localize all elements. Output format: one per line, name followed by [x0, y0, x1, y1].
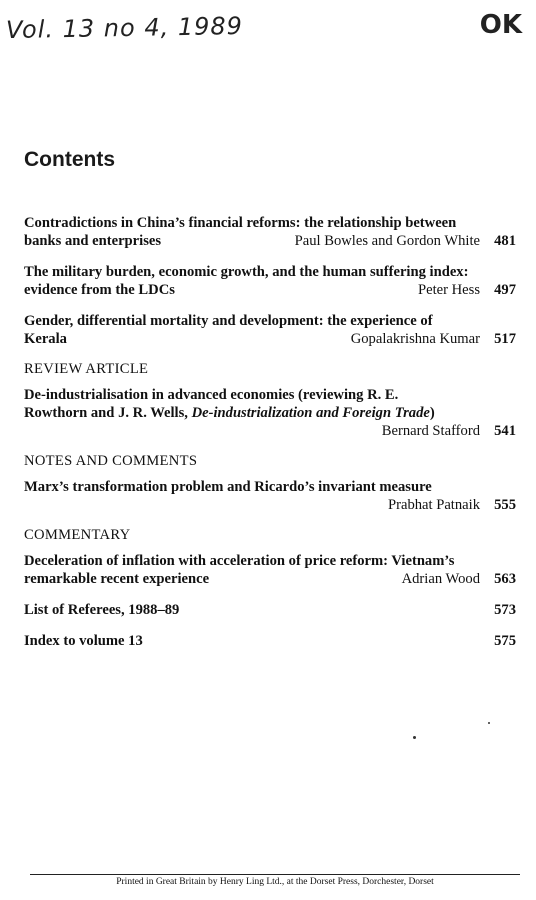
toc-entry-marx: [24, 478, 516, 514]
toc-entry-kerala: [24, 312, 516, 348]
entry-author: Paul Bowles and Gordon White: [294, 233, 480, 249]
entry-title-line: Contradictions in China’s financial reforms: the relationship between: [24, 215, 457, 231]
entry-title-line: banks and enterprises: [24, 233, 162, 249]
entry-title-line: De-industrialisation in advanced economies (reviewing R. E.: [24, 387, 399, 403]
entry-page: 517: [494, 331, 516, 347]
entry-byline: [24, 232, 516, 250]
entry-byline: [24, 281, 516, 299]
ink-speck: [413, 736, 416, 739]
entry-page: 573: [494, 602, 516, 618]
toc-entry-military: [24, 263, 516, 299]
toc-entry-referees: [24, 601, 516, 619]
entry-byline: [24, 422, 516, 440]
entry-byline: [24, 496, 516, 514]
entry-title-line: [24, 404, 516, 422]
footer-rule: [30, 874, 520, 875]
printer-footer: Printed in Great Britain by Henry Ling Ltd., at the Dorset Press, Dorchester, Dorset: [116, 877, 434, 887]
entry-byline: [24, 632, 516, 650]
entry-title-line: Kerala: [24, 331, 67, 347]
entry-byline: [24, 601, 516, 619]
entry-page: 481: [494, 233, 516, 249]
toc-entry-index: [24, 632, 516, 650]
toc-entry-vietnam: [24, 552, 516, 588]
entry-author: Adrian Wood: [401, 571, 480, 587]
entry-author: Peter Hess: [417, 282, 480, 298]
ink-speck: [488, 722, 490, 724]
entry-author: Gopalakrishna Kumar: [350, 331, 480, 347]
entry-page: 563: [494, 571, 516, 587]
entry-title-line: evidence from the LDCs: [24, 282, 175, 298]
entry-title-line: Gender, differential mortality and development: the experience of: [24, 313, 433, 329]
entry-book-title: De-industrialization and Foreign Trade: [191, 405, 430, 421]
entry-title-text: Rowthorn and J. R. Wells,: [24, 405, 188, 421]
entry-byline: [24, 570, 516, 588]
section-heading-notes: NOTES AND COMMENTS: [24, 453, 198, 469]
entry-page: 555: [494, 497, 516, 513]
entry-title-text: ): [429, 405, 435, 421]
entry-page: 497: [494, 282, 516, 298]
handwritten-volume-note: Vol. 13 no 4, 1989: [5, 11, 244, 45]
entry-title-line: List of Referees, 1988–89: [24, 602, 180, 618]
handwritten-ok-mark: OK: [479, 10, 522, 40]
table-of-contents: [24, 214, 516, 663]
section-heading-commentary: COMMENTARY: [24, 527, 131, 543]
page-title: Contents: [24, 148, 115, 171]
entry-title-line: The military burden, economic growth, and the human suffering index:: [24, 264, 469, 280]
entry-page: 541: [494, 423, 516, 439]
entry-author: Prabhat Patnaik: [387, 497, 480, 513]
toc-entry-china: [24, 214, 516, 250]
entry-title-line: Deceleration of inflation with acceleration of price reform: Vietnam’s: [24, 553, 455, 569]
entry-title-line: Marx’s transformation problem and Ricardo’s invariant measure: [24, 479, 432, 495]
entry-title-line: Index to volume 13: [24, 633, 143, 649]
entry-byline: [24, 330, 516, 348]
toc-entry-review: [24, 386, 516, 440]
entry-author: Bernard Stafford: [381, 423, 480, 439]
entry-page: 575: [494, 633, 516, 649]
entry-title-line: remarkable recent experience: [24, 571, 210, 587]
section-heading-review: REVIEW ARTICLE: [24, 361, 149, 377]
